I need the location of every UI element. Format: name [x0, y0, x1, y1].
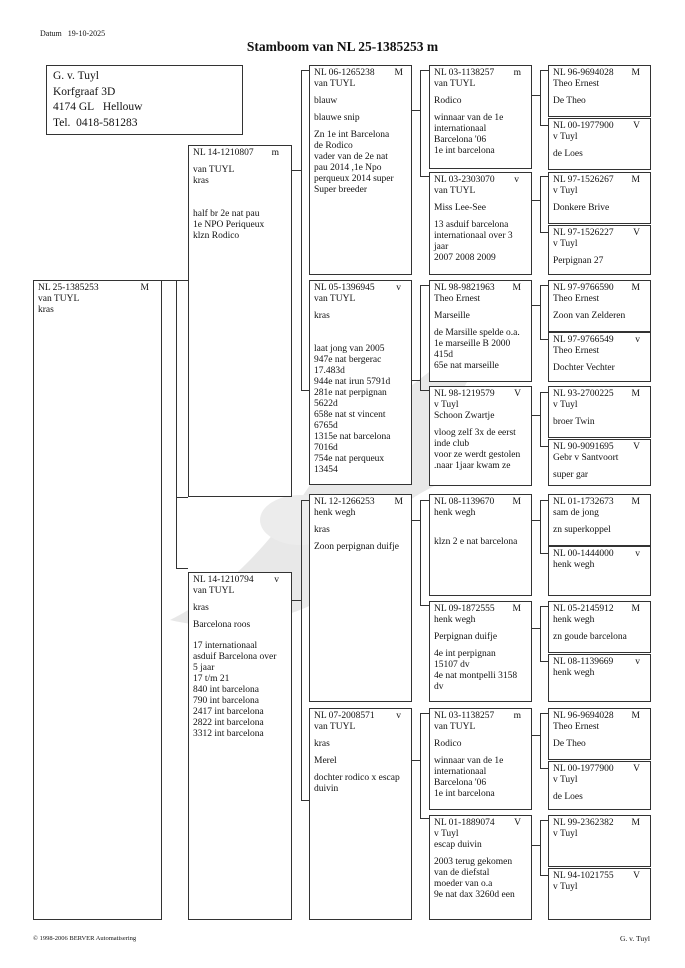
footer-copyright: © 1998-2006 BERVER Automatisering	[33, 935, 137, 942]
gen5-card	[548, 225, 651, 275]
ring-number: NL 97-1526227	[553, 228, 614, 238]
note: 6765d	[314, 421, 338, 431]
note: 2007 2008 2009	[434, 253, 496, 263]
owner-zip: 4174 GL	[53, 101, 95, 113]
pigeon-name: Rodico	[434, 96, 462, 106]
note: Barcelona '06	[434, 778, 487, 788]
sex: M	[631, 283, 640, 293]
owner-city: Hellouw	[102, 101, 143, 113]
note: 7016d	[314, 443, 338, 453]
note: klzn 2 e nat barcelona	[434, 537, 518, 547]
note: de Rodico	[314, 141, 353, 151]
sex: M	[512, 604, 521, 614]
sex: v	[635, 335, 640, 345]
mother-card	[188, 572, 292, 920]
color: kras	[193, 603, 209, 613]
color: kras	[314, 311, 330, 321]
ring-number: NL 00-1977900	[553, 764, 614, 774]
note: dochter rodico x escap	[314, 773, 400, 783]
sex: M	[394, 497, 403, 507]
sex: M	[394, 68, 403, 78]
note: half br 2e nat pau	[193, 209, 260, 219]
gen5-card	[548, 761, 651, 810]
color: kras	[314, 739, 330, 749]
ring-number: NL 01-1732673	[553, 497, 614, 507]
note: 4e nat montpelli 3158	[434, 671, 518, 681]
pigeon-name: De Theo	[553, 739, 586, 749]
sex: M	[631, 711, 640, 721]
pigeon-name: zn goude barcelona	[553, 632, 627, 642]
owner: van TUYL	[314, 722, 356, 732]
pigeon-name: Dochter Vechter	[553, 363, 615, 373]
owner: v Tuyl	[553, 829, 578, 839]
sex: M	[631, 389, 640, 399]
note: 13454	[314, 465, 338, 475]
ring-number: NL 05-2145912	[553, 604, 614, 614]
owner-phone: 0418-581283	[76, 116, 138, 129]
sex: V	[514, 389, 521, 399]
page-title: Stamboom van NL 25-1385253 m	[246, 39, 439, 54]
note: voor ze werdt gestolen	[434, 450, 521, 460]
owner: van TUYL	[193, 586, 235, 596]
owner: van TUYL	[314, 79, 356, 89]
owner: v Tuyl	[434, 400, 459, 410]
owner: van TUYL	[434, 186, 476, 196]
note: 17 t/m 21	[193, 674, 230, 684]
sex: v	[635, 657, 640, 667]
grandfather-paternal-card	[309, 65, 412, 275]
ggp-mmm-card	[429, 815, 532, 920]
sex: V	[633, 442, 640, 452]
note: 840 int barcelona	[193, 685, 259, 695]
note: 65e nat marseille	[434, 361, 499, 371]
sex: V	[514, 818, 521, 828]
sex: m	[513, 68, 521, 78]
gen5-card	[548, 546, 651, 596]
owner: v Tuyl	[553, 400, 578, 410]
owner: van TUYL	[434, 79, 476, 89]
owner: Theo Ernest	[434, 294, 481, 304]
owner: Theo Ernest	[553, 346, 600, 356]
owner-phone-label: Tel.	[53, 116, 71, 129]
pigeon-name: Schoon Zwartje	[434, 411, 495, 421]
pigeon-name: blauwe snip	[314, 113, 360, 123]
ring-number: NL 25-1385253	[38, 283, 99, 293]
note: laat jong van 2005	[314, 344, 385, 354]
note: van de diefstal	[434, 868, 490, 878]
owner: henk wegh	[434, 508, 476, 518]
ring-number: NL 96-9694028	[553, 711, 614, 721]
ring-number: NL 98-1219579	[434, 389, 495, 399]
owner: v Tuyl	[434, 829, 459, 839]
note: 15107 dv	[434, 660, 470, 670]
note: pau 2014 ,1e Npo	[314, 163, 382, 173]
ring-number: NL 08-1139669	[553, 657, 614, 667]
owner: Theo Ernest	[553, 79, 600, 89]
gen5-card	[548, 494, 651, 546]
owner: v Tuyl	[553, 882, 578, 892]
sex: v	[396, 711, 401, 721]
date-line	[40, 29, 105, 38]
note: vader van de 2e nat	[314, 152, 388, 162]
note: 658e nat st vincent	[314, 410, 386, 420]
sex: M	[512, 283, 521, 293]
color: kras	[38, 305, 54, 315]
ring-number: NL 94-1021755	[553, 871, 614, 881]
gen5-card	[548, 332, 651, 382]
date-label: Datum	[40, 29, 62, 38]
note: 790 int barcelona	[193, 696, 259, 706]
owner: henk wegh	[553, 560, 595, 570]
sex: V	[633, 764, 640, 774]
gen5-card	[548, 601, 651, 653]
note: 3312 int barcelona	[193, 729, 264, 739]
owner-street: Korfgraaf 3D	[53, 85, 116, 98]
pigeon-name: Merel	[314, 756, 337, 766]
sex: M	[512, 497, 521, 507]
ring-number: NL 99-2362382	[553, 818, 614, 828]
owner: v Tuyl	[553, 239, 578, 249]
ring-number: NL 12-1266253	[314, 497, 375, 507]
note: 17 internationaal	[193, 641, 258, 651]
owner: v Tuyl	[553, 775, 578, 785]
ggp-mfm-card	[429, 601, 532, 702]
sex: M	[631, 68, 640, 78]
color: blauw	[314, 96, 338, 106]
owner: van TUYL	[434, 722, 476, 732]
footer-owner: G. v. Tuyl	[620, 934, 650, 943]
pigeon-name: Donkere Brive	[553, 203, 610, 213]
sex: M	[631, 818, 640, 828]
grandmother-maternal-card	[309, 708, 412, 920]
ring-number: NL 03-1138257	[434, 711, 495, 721]
ring-number: NL 03-2303070	[434, 175, 495, 185]
pigeon-name: Perpignan duifje	[434, 632, 498, 642]
note: 4e int perpignan	[434, 649, 496, 659]
gen5-card	[548, 172, 651, 224]
ring-number: NL 06-1265238	[314, 68, 375, 78]
note: dv	[434, 682, 444, 692]
pigeon-name: Barcelona roos	[193, 620, 251, 630]
sex: M	[631, 604, 640, 614]
note: 754e nat perqueux	[314, 454, 385, 464]
owner: van TUYL	[314, 294, 356, 304]
pigeon-name: de Loes	[553, 149, 583, 159]
note: 2003 terug gekomen	[434, 857, 513, 867]
ring-number: NL 07-2008571	[314, 711, 375, 721]
note: 415d	[434, 350, 453, 360]
note: moeder van o.a	[434, 879, 493, 889]
gen5-card	[548, 708, 651, 760]
owner-zip-city	[53, 100, 236, 116]
ring-number: NL 97-1526267	[553, 175, 614, 185]
ggp-fmm-card	[429, 386, 532, 486]
note: jaar	[434, 242, 449, 252]
gen5-card	[548, 280, 651, 332]
sex: V	[633, 228, 640, 238]
note: internationaal	[434, 124, 487, 134]
ring-number: NL 96-9694028	[553, 68, 614, 78]
pigeon-name: zn superkoppel	[553, 525, 611, 535]
owner: van TUYL	[38, 294, 80, 304]
note: 1e int barcelona	[434, 789, 495, 799]
note: 1e marseille B 2000	[434, 339, 511, 349]
sex: V	[633, 121, 640, 131]
ring-number: NL 08-1139670	[434, 497, 495, 507]
note: winnaar van de 1e	[434, 756, 504, 766]
ggp-ffm-card	[429, 172, 532, 275]
ggp-mmf-card	[429, 708, 532, 810]
gen5-card	[548, 868, 651, 920]
note: 1e NPO Periqueux	[193, 220, 265, 230]
ring-number: NL 14-1210807	[193, 148, 254, 158]
note: asduif Barcelona over	[193, 652, 277, 662]
note: 1e int barcelona	[434, 146, 495, 156]
gen5-card	[548, 65, 651, 117]
date-value: 19-10-2025	[67, 29, 106, 38]
note: perqueux 2014 super	[314, 174, 394, 184]
pigeon-name: Zoon perpignan duifje	[314, 542, 399, 552]
note: 5622d	[314, 399, 338, 409]
owner: van TUYL	[193, 165, 235, 175]
pigeon-name: Marseille	[434, 311, 470, 321]
owner-name: G. v. Tuyl	[53, 70, 99, 82]
note: de Marsille spelde o.a.	[434, 328, 520, 338]
note: 9e nat dax 3260d een	[434, 890, 515, 900]
owner: v Tuyl	[553, 186, 578, 196]
note: klzn Rodico	[193, 231, 240, 241]
pigeon-name: super gar	[553, 470, 589, 480]
owner: henk wegh	[434, 615, 476, 625]
note: 281e nat perpignan	[314, 388, 387, 398]
ring-number: NL 00-1977900	[553, 121, 614, 131]
pigeon-name: Miss Lee-See	[434, 203, 486, 213]
grandmother-paternal-card	[309, 280, 412, 485]
note: internationaal over 3	[434, 231, 513, 241]
owner: Theo Ernest	[553, 722, 600, 732]
owner-phone-line	[53, 116, 236, 132]
pigeon-name: escap duivin	[434, 840, 482, 850]
owner: henk wegh	[314, 508, 356, 518]
sex: v	[514, 175, 519, 185]
pigeon-name: de Loes	[553, 792, 583, 802]
sex: m	[513, 711, 521, 721]
ring-number: NL 00-1444000	[553, 549, 614, 559]
ring-number: NL 98-9821963	[434, 283, 495, 293]
ring-number: NL 93-2700225	[553, 389, 614, 399]
color: kras	[314, 525, 330, 535]
gen5-card	[548, 439, 651, 486]
ring-number: NL 14-1210794	[193, 575, 254, 585]
color: kras	[193, 176, 209, 186]
note: Super breeder	[314, 185, 368, 195]
sex: v	[396, 283, 401, 293]
note: 1315e nat barcelona	[314, 432, 391, 442]
note: Barcelona '06	[434, 135, 487, 145]
ring-number: NL 05-1396945	[314, 283, 375, 293]
owner: henk wegh	[553, 668, 595, 678]
note: 5 jaar	[193, 663, 215, 673]
ggp-fmf-card	[429, 280, 532, 382]
note: duivin	[314, 784, 339, 794]
note: inde club	[434, 439, 470, 449]
note: .naar 1jaar kwam ze	[434, 461, 511, 471]
owner-box	[46, 65, 243, 135]
gen5-card	[548, 118, 651, 170]
gen5-card	[548, 815, 651, 867]
ring-number: NL 90-9091695	[553, 442, 614, 452]
note: 947e nat bergerac	[314, 355, 382, 365]
note: 944e nat irun 5791d	[314, 377, 391, 387]
gen5-card	[548, 386, 651, 438]
sex: M	[631, 497, 640, 507]
ring-number: NL 97-9766549	[553, 335, 614, 345]
sex: M	[140, 283, 149, 293]
sex: v	[635, 549, 640, 559]
father-card	[188, 145, 292, 497]
gen5-card	[548, 654, 651, 702]
pigeon-name: Perpignan 27	[553, 256, 604, 266]
ring-number: NL 09-1872555	[434, 604, 495, 614]
note: vloog zelf 3x de eerst	[434, 428, 516, 438]
owner: Gebr v Santvoort	[553, 453, 619, 463]
grandfather-maternal-card	[309, 494, 412, 702]
ggp-fff-card	[429, 65, 532, 169]
note: 17.483d	[314, 366, 345, 376]
pigeon-name: De Theo	[553, 96, 586, 106]
ggp-mff-card	[429, 494, 532, 596]
sex: v	[274, 575, 279, 585]
ring-number: NL 03-1138257	[434, 68, 495, 78]
owner: sam de jong	[553, 508, 599, 518]
owner: v Tuyl	[553, 132, 578, 142]
note: 13 asduif barcelona	[434, 220, 509, 230]
pigeon-name: Zoon van Zelderen	[553, 311, 626, 321]
note: 2417 int barcelona	[193, 707, 264, 717]
ring-number: NL 01-1889074	[434, 818, 495, 828]
owner: henk wegh	[553, 615, 595, 625]
note: Zn 1e int Barcelona	[314, 130, 390, 140]
subject-pigeon-card	[33, 280, 162, 920]
note: winnaar van de 1e	[434, 113, 504, 123]
sex: M	[631, 175, 640, 185]
sex: m	[271, 148, 279, 158]
sex: V	[633, 871, 640, 881]
note: internationaal	[434, 767, 487, 777]
pigeon-name: broer Twin	[553, 417, 595, 427]
note: 2822 int barcelona	[193, 718, 264, 728]
pigeon-name: Rodico	[434, 739, 462, 749]
ring-number: NL 97-9766590	[553, 283, 614, 293]
owner: Theo Ernest	[553, 294, 600, 304]
